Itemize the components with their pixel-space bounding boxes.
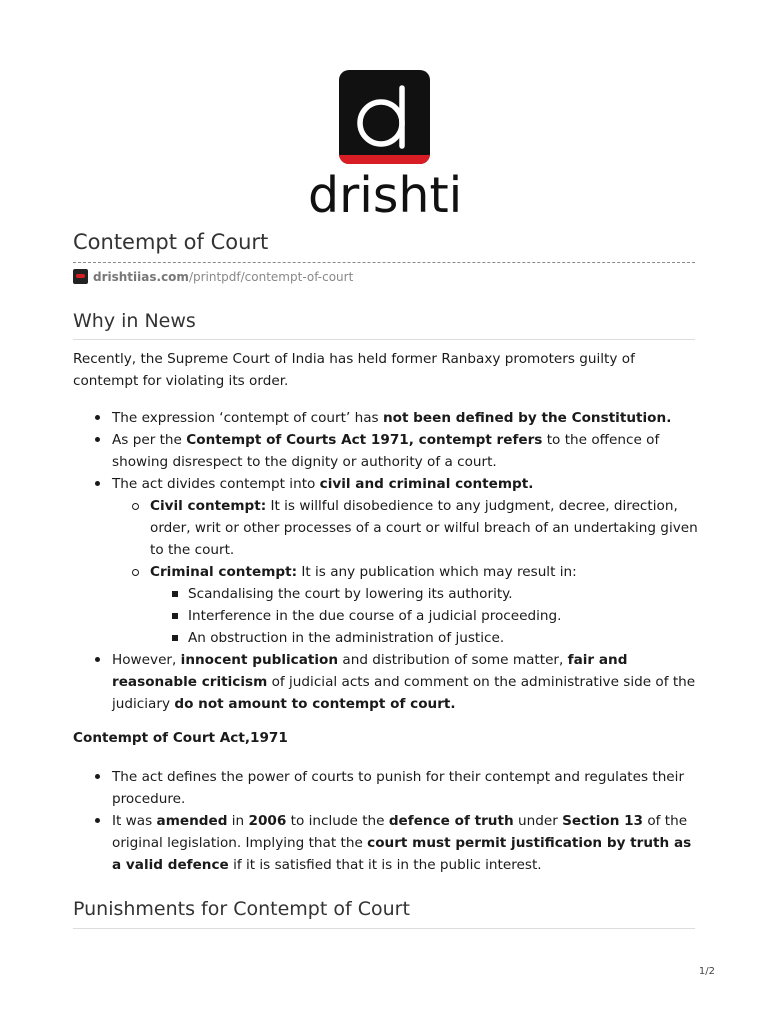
list-item: Scandalising the court by lowering its authority. bbox=[150, 583, 698, 605]
source-domain[interactable]: drishtiias.com bbox=[93, 269, 189, 284]
contempt-types-list bbox=[112, 495, 698, 649]
list-item: However, innocent publication and distribution of some matter, fair and reasonable criticism of judicial acts and comment on the administrative side of the judiciary do not amount to contempt of court. bbox=[73, 649, 698, 715]
why-in-news-body bbox=[73, 348, 698, 715]
logo-red-band bbox=[339, 155, 430, 164]
logo-d-glyph bbox=[339, 70, 430, 164]
list-item: It was amended in 2006 to include the defence of truth under Section 13 of the original legislation. Implying that the court must permit justification by truth as a valid defence if it is satisfied that it is in the public interest. bbox=[73, 810, 698, 876]
list-item: The act divides contempt into civil and criminal contempt. Civil contempt: It is willful disobedience to any judgment, decree, direction, order, writ or other processes of a court or wilful breach of an undertaking given to the court. Criminal contempt: It is any publication which may result in: Scandalising the court by lowering its authority. Interference in the due course of a judicial proceeding. An obstruction in the administration of justice. bbox=[73, 473, 698, 649]
list-item: The act defines the power of courts to punish for their contempt and regulates their procedure. bbox=[73, 766, 698, 810]
site-favicon-icon bbox=[73, 269, 88, 284]
list-item: An obstruction in the administration of justice. bbox=[150, 627, 698, 649]
section-divider bbox=[73, 928, 695, 929]
list-item: The expression ‘contempt of court’ has not been defined by the Constitution. bbox=[73, 407, 698, 429]
list-item: As per the Contempt of Courts Act 1971, contempt refers to the offence of showing disrespect to the dignity or authority of a court. bbox=[73, 429, 698, 473]
section-heading-why-in-news: Why in News bbox=[73, 310, 196, 332]
source-link[interactable] bbox=[73, 269, 353, 284]
title-divider bbox=[73, 262, 695, 263]
section-divider bbox=[73, 339, 695, 340]
criminal-effects-list bbox=[150, 583, 698, 649]
intro-paragraph: Recently, the Supreme Court of India has held former Ranbaxy promoters guilty of contempt for violating its order. bbox=[73, 351, 635, 389]
logo-wordmark: drishti bbox=[308, 167, 463, 224]
key-points-list bbox=[73, 407, 698, 715]
section-heading-punishments: Punishments for Contempt of Court bbox=[73, 898, 410, 920]
act-subheading: Contempt of Court Act,1971 bbox=[73, 730, 288, 746]
list-item-civil: Civil contempt: It is willful disobedience to any judgment, decree, direction, order, writ or other processes of a court or wilful breach of an undertaking given to the court. bbox=[112, 495, 698, 561]
list-item-criminal: Criminal contempt: It is any publication which may result in: Scandalising the court by lowering its authority. Interference in the due course of a judicial proceeding. An obstruction in the administration of justice. bbox=[112, 561, 698, 649]
list-item: Interference in the due course of a judicial proceeding. bbox=[150, 605, 698, 627]
act-points-list bbox=[73, 766, 698, 876]
logo-tile bbox=[339, 70, 430, 164]
page-title: Contempt of Court bbox=[73, 230, 269, 254]
act-body bbox=[73, 766, 698, 876]
drishti-logo bbox=[308, 70, 463, 226]
page-number: 1/2 bbox=[698, 966, 715, 977]
source-path[interactable]: /printpdf/contempt-of-court bbox=[188, 269, 354, 284]
